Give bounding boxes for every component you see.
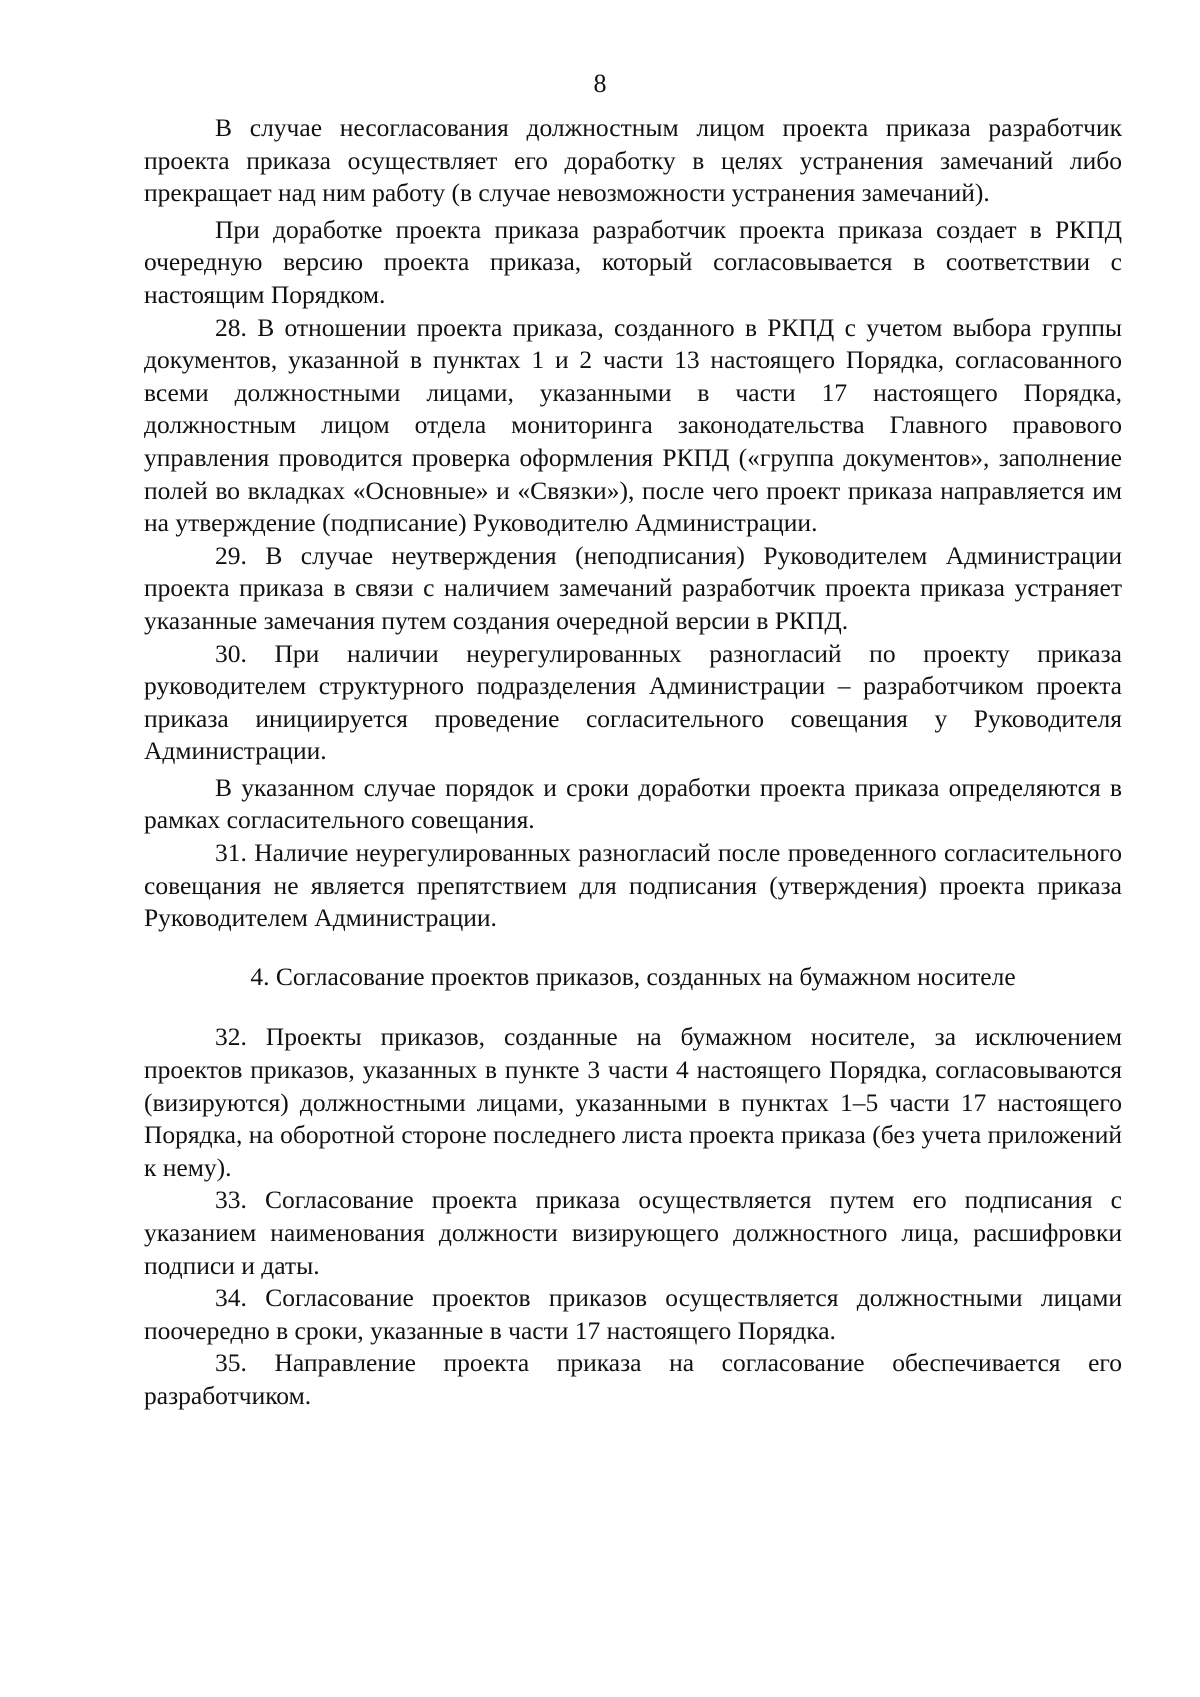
paragraph-29: 29. В случае неутверждения (неподписания) Руководителем Администрации проекта приказа в связи с наличием замечаний разработчик проекта приказа устраняет указанные замечания путем создания очередной версии в РКПД. [144,540,1122,635]
paragraph: В случае несогласования должностным лицом проекта приказа разработчик проекта приказа осуществляет его доработку в целях устранения замечаний либо прекращает над ним работу (в случае невозможности устранения замечаний). [144,113,1122,208]
section-heading: 4. Согласование проектов приказов, созданных на бумажном носителе [250,961,1016,991]
paragraph-31: 31. Наличие неурегулированных разногласий после проведенного согласительного совещания не является препятствием для подписания (утверждения) проекта приказа Руководителем Администрации. [144,838,1122,933]
paragraph-33: 33. Согласование проекта приказа осуществляется путем его подписания с указанием наименования должности визирующего должностного лица, расшифровки подписи и даты. [144,1185,1122,1280]
paragraph-35: 35. Направление проекта приказа на согласование обеспечивается его разработчиком. [144,1348,1122,1410]
paragraph: В указанном случае порядок и сроки доработки проекта приказа определяются в рамках согласительного совещания. [144,772,1122,835]
page-number: 8 [593,69,607,98]
paragraph-30: 30. При наличии неурегулированных разногласий по проекту приказа руководителем структурного подразделения Администрации – разработчиком проекта приказа инициируется проведение согласительного совещания у Руководителя Администрации. [144,638,1122,766]
paragraph-28: 28. В отношении проекта приказа, созданного в РКПД с учетом выбора группы документов, указанной в пунктах 1 и 2 части 13 настоящего Порядка, согласованного всеми должностными лицами, указанными в части 17 настоящего Порядка, должностным лицом отдела мониторинга законодательства Главного правового управления проводится проверка оформления РКПД («группа документов», заполнение полей во вкладках «Основные» и «Связки»), после чего проект приказа направляется им на утверждение (подписание) Руководителю Администрации. [144,312,1122,538]
paragraph-34: 34. Согласование проектов приказов осуществляется должностными лицами поочередно в сроки, указанные в части 17 настоящего Порядка. [144,1283,1122,1345]
document-body [144,112,1122,1413]
paragraph: При доработке проекта приказа разработчик проекта приказа создает в РКПД очередную версию проекта приказа, который согласовывается в соответствии с настоящим Порядком. [144,214,1122,309]
paragraph-32: 32. Проекты приказов, созданные на бумажном носителе, за исключением проектов приказов, указанных в пункте 3 части 4 настоящего Порядка, согласовываются (визируются) должностными лицами, указанными в пунктах 1–5 части 17 настоящего Порядка, на оборотной стороне последнего листа проекта приказа (без учета приложений к нему). [144,1022,1122,1182]
